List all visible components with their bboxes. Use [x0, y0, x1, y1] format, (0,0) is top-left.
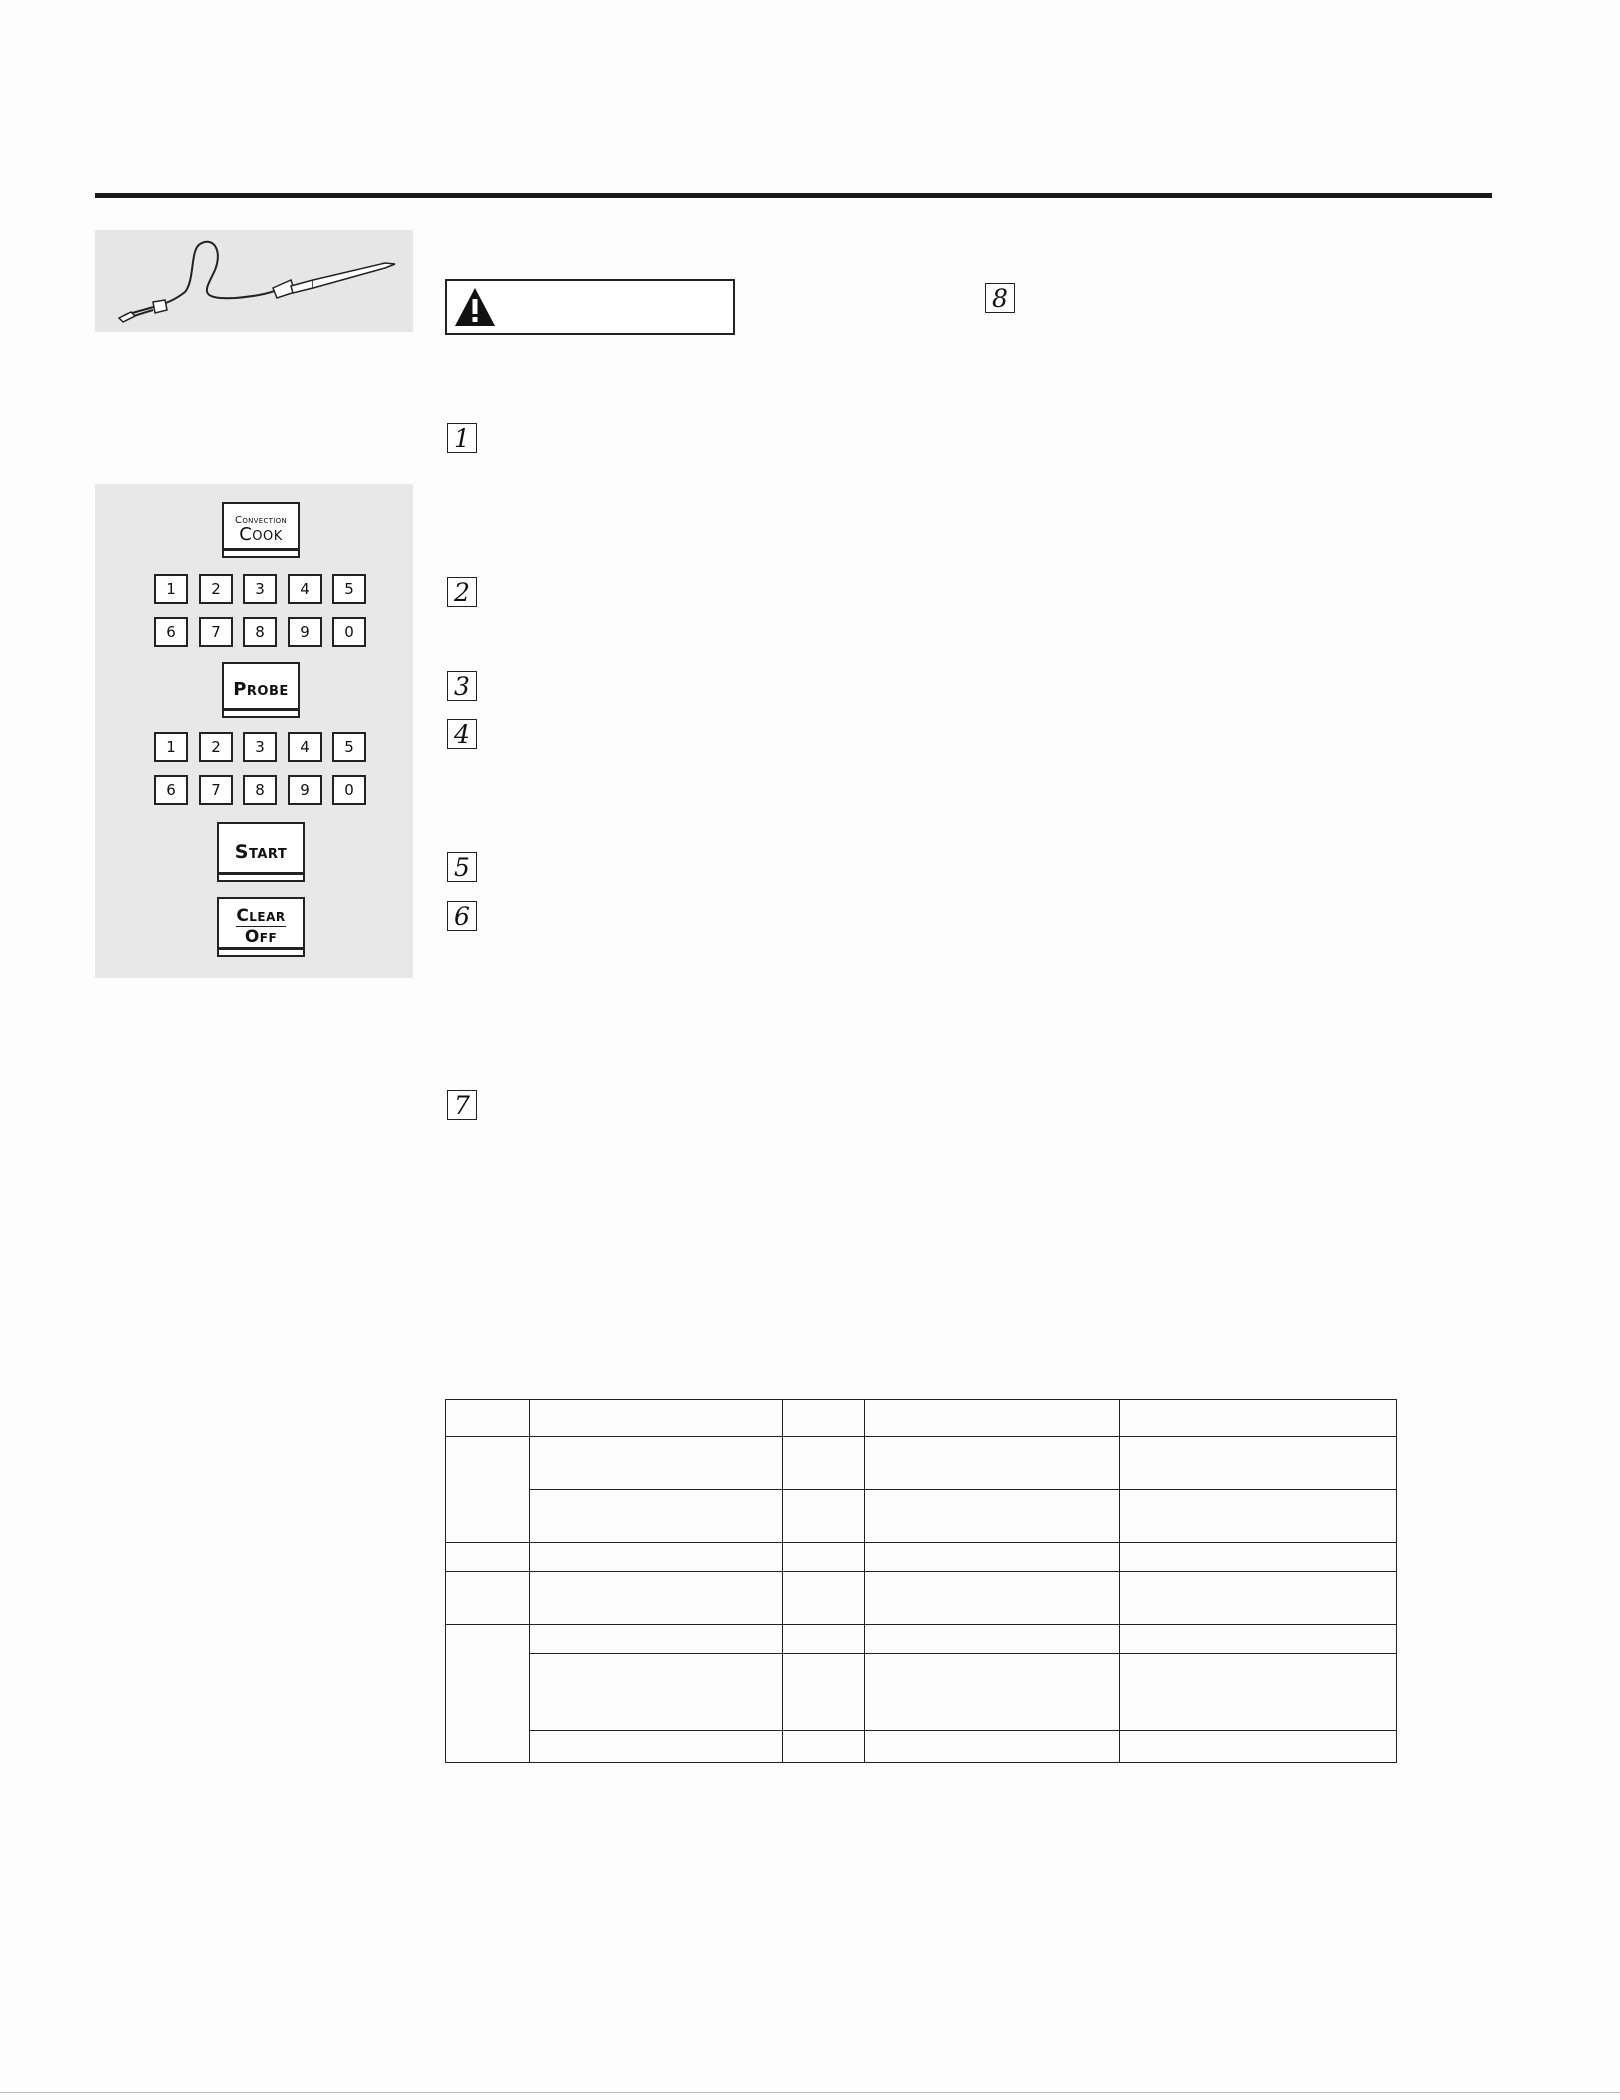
warning-box — [445, 279, 735, 335]
step-2-marker: 2 — [447, 577, 477, 607]
table-cell — [529, 1400, 782, 1437]
warning-triangle-icon — [453, 285, 497, 329]
step-4-marker: 4 — [447, 719, 477, 749]
table-row — [446, 1731, 1397, 1763]
table-cell — [782, 1625, 864, 1654]
number-key-1[interactable]: 1 — [154, 574, 188, 604]
off-key-label: Off — [244, 927, 278, 947]
number-key-9-second[interactable]: 9 — [288, 775, 322, 805]
number-key-7-second[interactable]: 7 — [199, 775, 233, 805]
number-key-2-second[interactable]: 2 — [199, 732, 233, 762]
number-key-9[interactable]: 9 — [288, 617, 322, 647]
step-1-marker: 1 — [447, 423, 477, 453]
table-cell — [864, 1437, 1120, 1490]
convection-cook-key[interactable] — [222, 502, 300, 558]
table-cell — [446, 1400, 530, 1437]
table-cell — [1120, 1731, 1397, 1763]
convection-key-top-label: Convection — [235, 515, 287, 526]
table-cell — [529, 1625, 782, 1654]
step-5-marker: 5 — [447, 852, 477, 882]
number-key-4-second[interactable]: 4 — [288, 732, 322, 762]
table-cell — [1120, 1400, 1397, 1437]
number-key-3-second[interactable]: 3 — [243, 732, 277, 762]
number-key-0-second[interactable]: 0 — [332, 775, 366, 805]
step-8-marker: 8 — [985, 283, 1015, 313]
table-cell — [782, 1490, 864, 1543]
start-key-label: Start — [234, 840, 288, 863]
temperature-probe-icon — [95, 230, 413, 332]
number-key-6-second[interactable]: 6 — [154, 775, 188, 805]
footer-rule — [0, 2092, 1620, 2093]
table-row — [446, 1572, 1397, 1625]
table-cell — [529, 1490, 782, 1543]
table-cell — [446, 1572, 530, 1625]
number-key-5-second[interactable]: 5 — [332, 732, 366, 762]
number-key-3[interactable]: 3 — [243, 574, 277, 604]
table-cell — [782, 1654, 864, 1731]
table-cell — [529, 1731, 782, 1763]
table-cell — [446, 1543, 530, 1572]
number-key-7[interactable]: 7 — [199, 617, 233, 647]
table-cell — [782, 1400, 864, 1437]
number-key-5[interactable]: 5 — [332, 574, 366, 604]
table-cell — [864, 1731, 1120, 1763]
table-cell — [864, 1654, 1120, 1731]
table-cell — [864, 1400, 1120, 1437]
control-keypad — [95, 484, 413, 978]
convection-key-main-label: Cook — [239, 524, 283, 545]
number-key-8[interactable]: 8 — [243, 617, 277, 647]
clear-off-key[interactable] — [217, 897, 305, 957]
start-key[interactable] — [217, 822, 305, 882]
table-cell — [1120, 1572, 1397, 1625]
clear-key-label: Clear — [236, 906, 286, 926]
table-header-row — [446, 1400, 1397, 1437]
number-key-6[interactable]: 6 — [154, 617, 188, 647]
table-cell — [782, 1731, 864, 1763]
table-cell — [864, 1490, 1120, 1543]
table-cell — [1120, 1490, 1397, 1543]
number-key-2[interactable]: 2 — [199, 574, 233, 604]
cooking-table — [445, 1399, 1397, 1763]
table-cell — [1120, 1543, 1397, 1572]
table-cell — [446, 1437, 530, 1543]
table-cell — [1120, 1654, 1397, 1731]
table-row — [446, 1625, 1397, 1654]
step-6-marker: 6 — [447, 901, 477, 931]
step-3-marker: 3 — [447, 671, 477, 701]
table-cell — [529, 1654, 782, 1731]
table-cell — [1120, 1625, 1397, 1654]
number-key-1-second[interactable]: 1 — [154, 732, 188, 762]
probe-key[interactable] — [222, 662, 300, 718]
probe-illustration — [95, 230, 413, 332]
table-row — [446, 1490, 1397, 1543]
number-key-4[interactable]: 4 — [288, 574, 322, 604]
table-row — [446, 1437, 1397, 1490]
table-cell — [864, 1625, 1120, 1654]
table-cell — [529, 1437, 782, 1490]
table-cell — [864, 1572, 1120, 1625]
table-cell — [1120, 1437, 1397, 1490]
table-row — [446, 1543, 1397, 1572]
probe-key-label: Probe — [233, 679, 289, 700]
table-cell — [782, 1437, 864, 1490]
table-cell — [529, 1572, 782, 1625]
table-cell — [782, 1543, 864, 1572]
number-key-8-second[interactable]: 8 — [243, 775, 277, 805]
step-7-marker: 7 — [447, 1090, 477, 1120]
header-rule — [95, 193, 1492, 198]
table-cell — [782, 1572, 864, 1625]
table-cell — [529, 1543, 782, 1572]
table-row — [446, 1654, 1397, 1731]
table-cell — [446, 1625, 530, 1763]
table-cell — [864, 1543, 1120, 1572]
number-key-0[interactable]: 0 — [332, 617, 366, 647]
